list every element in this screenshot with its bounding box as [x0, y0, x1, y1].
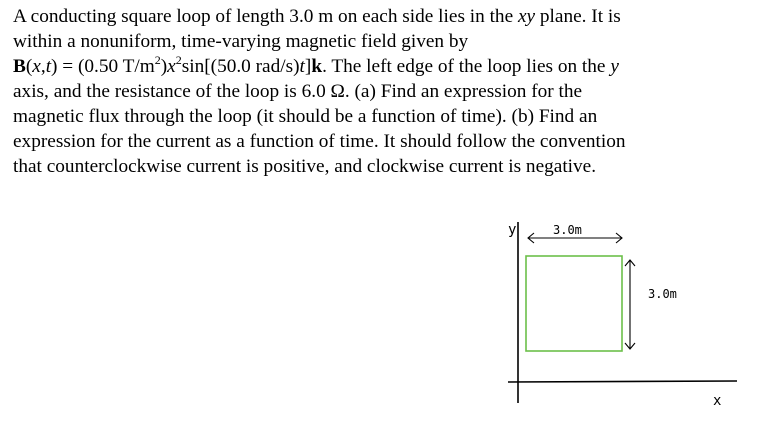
- height-label: 3.0m: [648, 287, 677, 301]
- field-symbol-B: B: [13, 56, 26, 77]
- variable-xy: xy: [517, 6, 536, 27]
- problem-line-6: expression for the current as a function of time. It should follow the convention: [13, 131, 626, 152]
- text-segment: A conducting square loop of length 3.0 m on each side lies in the: [13, 6, 518, 27]
- problem-line-2: within a nonuniform, time-varying magnetic field given by: [13, 31, 469, 52]
- exponent: 2: [175, 52, 182, 67]
- variable-t: t: [45, 56, 52, 77]
- variable-t: t: [299, 56, 305, 77]
- x-axis-label: x: [713, 393, 722, 409]
- variable-y: y: [610, 56, 619, 77]
- problem-line-4: axis, and the resistance of the loop is 6.0 Ω. (a) Find an expression for the: [13, 81, 583, 102]
- text-segment: sin[(50.0 rad/s): [181, 56, 300, 77]
- text-segment: ): [160, 56, 168, 77]
- y-axis-label: y: [508, 222, 517, 238]
- unit-vector-k: k: [311, 56, 323, 77]
- variable-x: x: [167, 56, 176, 77]
- conducting-loop: [526, 256, 622, 351]
- text-segment: plane. It is: [535, 6, 621, 27]
- x-axis: [508, 381, 737, 382]
- problem-line-7: that counterclockwise current is positive, and clockwise current is negative.: [13, 156, 597, 177]
- variable-x: x: [32, 56, 41, 77]
- text-segment: ) = (0.50 T/m: [51, 56, 155, 77]
- text-segment: ,: [40, 56, 46, 77]
- text-segment: . The left edge of the loop lies on the: [322, 56, 611, 77]
- text-segment: ]: [304, 56, 312, 77]
- exponent: 2: [154, 52, 161, 67]
- text-segment: (: [25, 56, 33, 77]
- problem-line-5: magnetic flux through the loop (it should be a function of time). (b) Find an: [13, 106, 598, 127]
- width-label: 3.0m: [553, 223, 582, 237]
